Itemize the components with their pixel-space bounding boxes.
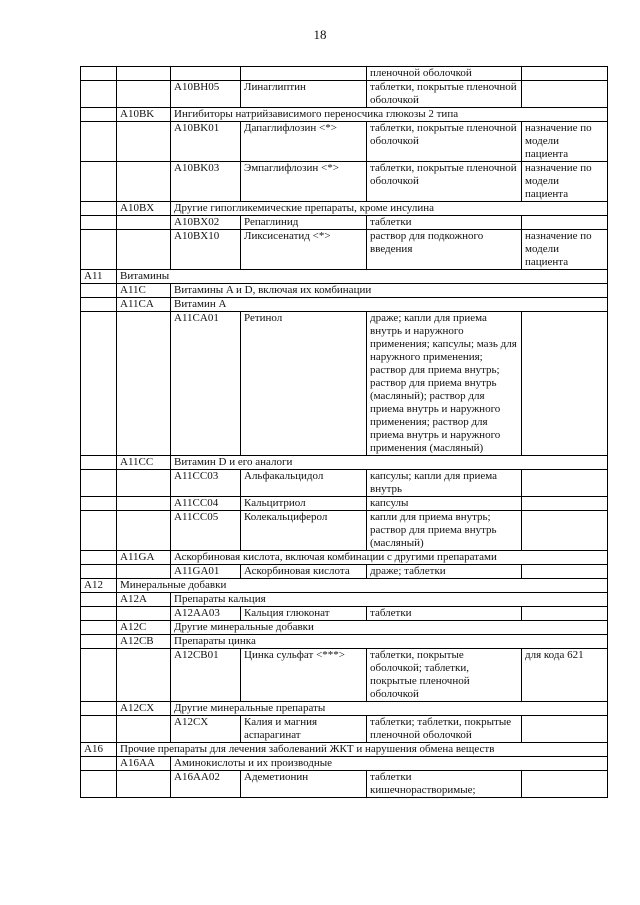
- table-row: [81, 497, 608, 511]
- table-row: [81, 202, 608, 216]
- dosage-form-cell: таблетки, покрытые пленочной оболочкой: [367, 162, 522, 202]
- table-row: [81, 702, 608, 716]
- empty-cell: [117, 511, 171, 551]
- empty-cell: [81, 312, 117, 456]
- note-cell: [522, 470, 608, 497]
- empty-cell: [81, 593, 117, 607]
- empty-cell: [81, 108, 117, 122]
- empty-cell: [117, 67, 171, 81]
- table-row: [81, 511, 608, 551]
- empty-cell: [81, 716, 117, 743]
- drug-table: [80, 66, 608, 798]
- empty-cell: [81, 649, 117, 702]
- table-row: [81, 621, 608, 635]
- empty-cell: [241, 67, 367, 81]
- table-row: [81, 456, 608, 470]
- dosage-form-cell: таблетки кишечнорастворимые;: [367, 771, 522, 798]
- subgroup-title-cell: Другие минеральные добавки: [171, 621, 608, 635]
- subgroup-code-cell: A12C: [117, 621, 171, 635]
- note-cell: [522, 81, 608, 108]
- empty-cell: [81, 511, 117, 551]
- dosage-form-cell: таблетки, покрытые пленочной оболочкой: [367, 81, 522, 108]
- dosage-form-cell: драже; таблетки: [367, 565, 522, 579]
- table-row: [81, 284, 608, 298]
- drug-code-cell: A11GA01: [171, 565, 241, 579]
- subgroup-code-cell: A12A: [117, 593, 171, 607]
- subgroup-code-cell: A11C: [117, 284, 171, 298]
- page-number: 18: [313, 27, 327, 42]
- drug-name-cell: Аскорбиновая кислота: [241, 565, 367, 579]
- empty-cell: [81, 122, 117, 162]
- note-cell: [522, 565, 608, 579]
- drug-code-cell: A11CC04: [171, 497, 241, 511]
- table-row: [81, 67, 608, 81]
- table-row: [81, 270, 608, 284]
- empty-cell: [81, 621, 117, 635]
- subgroup-title-cell: Аскорбиновая кислота, включая комбинации с другими препаратами: [171, 551, 608, 565]
- empty-cell: [81, 81, 117, 108]
- table-row: [81, 551, 608, 565]
- subgroup-title-cell: Витамин A: [171, 298, 608, 312]
- empty-cell: [81, 202, 117, 216]
- dosage-form-cell: таблетки: [367, 607, 522, 621]
- note-cell: [522, 67, 608, 81]
- drug-code-cell: A12CB01: [171, 649, 241, 702]
- drug-name-cell: Кальция глюконат: [241, 607, 367, 621]
- empty-cell: [81, 470, 117, 497]
- empty-cell: [117, 649, 171, 702]
- note-cell: [522, 511, 608, 551]
- dosage-form-cell: пленочной оболочкой: [367, 67, 522, 81]
- table-row: [81, 312, 608, 456]
- note-cell: назначение по модели пациента: [522, 122, 608, 162]
- empty-cell: [117, 565, 171, 579]
- drug-name-cell: Калия и магния аспарагинат: [241, 716, 367, 743]
- group-title-cell: Минеральные добавки: [117, 579, 608, 593]
- empty-cell: [117, 470, 171, 497]
- empty-cell: [81, 551, 117, 565]
- empty-cell: [117, 230, 171, 270]
- drug-code-cell: A11CC05: [171, 511, 241, 551]
- note-cell: [522, 497, 608, 511]
- drug-code-cell: A10BK03: [171, 162, 241, 202]
- table-row: [81, 122, 608, 162]
- empty-cell: [117, 497, 171, 511]
- empty-cell: [81, 456, 117, 470]
- table-row: [81, 716, 608, 743]
- drug-code-cell: A16AA02: [171, 771, 241, 798]
- table-row: [81, 565, 608, 579]
- table-row: [81, 216, 608, 230]
- empty-cell: [81, 565, 117, 579]
- subgroup-title-cell: Аминокислоты и их производные: [171, 757, 608, 771]
- drug-name-cell: Линаглиптин: [241, 81, 367, 108]
- empty-cell: [81, 216, 117, 230]
- empty-cell: [81, 67, 117, 81]
- drug-code-cell: A10BH05: [171, 81, 241, 108]
- drug-code-cell: A10BX02: [171, 216, 241, 230]
- empty-cell: [81, 230, 117, 270]
- empty-cell: [171, 67, 241, 81]
- table-row: [81, 108, 608, 122]
- table-row: [81, 162, 608, 202]
- table-row: [81, 771, 608, 798]
- note-cell: [522, 312, 608, 456]
- empty-cell: [81, 162, 117, 202]
- table-row: [81, 635, 608, 649]
- subgroup-code-cell: A16AA: [117, 757, 171, 771]
- drug-name-cell: Ликсисенатид <*>: [241, 230, 367, 270]
- drug-name-cell: Эмпаглифлозин <*>: [241, 162, 367, 202]
- subgroup-title-cell: Препараты кальция: [171, 593, 608, 607]
- table-row: [81, 81, 608, 108]
- note-cell: назначение по модели пациента: [522, 162, 608, 202]
- dosage-form-cell: таблетки, покрытые оболочкой; таблетки, покрытые пленочной оболочкой: [367, 649, 522, 702]
- dosage-form-cell: капсулы: [367, 497, 522, 511]
- note-cell: [522, 607, 608, 621]
- table-row: [81, 470, 608, 497]
- dosage-form-cell: раствор для подкожного введения: [367, 230, 522, 270]
- dosage-form-cell: таблетки; таблетки, покрытые пленочной оболочкой: [367, 716, 522, 743]
- table-row: [81, 593, 608, 607]
- dosage-form-cell: драже; капли для приема внутрь и наружного применения; капсулы; мазь для наружного применения; раствор для приема внутрь; раствор для приема внутрь (масляный); раствор для приема внутрь и наружного применения; раствор для приема внутрь и наружного применения (масляный): [367, 312, 522, 456]
- group-code-cell: A16: [81, 743, 117, 757]
- empty-cell: [81, 702, 117, 716]
- dosage-form-cell: капсулы; капли для приема внутрь: [367, 470, 522, 497]
- note-cell: [522, 216, 608, 230]
- drug-name-cell: Дапаглифлозин <*>: [241, 122, 367, 162]
- drug-code-cell: A11CA01: [171, 312, 241, 456]
- drug-code-cell: A10BX10: [171, 230, 241, 270]
- empty-cell: [117, 81, 171, 108]
- subgroup-code-cell: A12CX: [117, 702, 171, 716]
- table-row: [81, 743, 608, 757]
- drug-name-cell: Кальцитриол: [241, 497, 367, 511]
- empty-cell: [117, 216, 171, 230]
- dosage-form-cell: капли для приема внутрь; раствор для приема внутрь (масляный): [367, 511, 522, 551]
- table-row: [81, 607, 608, 621]
- empty-cell: [117, 122, 171, 162]
- drug-name-cell: Ретинол: [241, 312, 367, 456]
- subgroup-title-cell: Витамины A и D, включая их комбинации: [171, 284, 608, 298]
- note-cell: [522, 716, 608, 743]
- subgroup-code-cell: A11GA: [117, 551, 171, 565]
- drug-code-cell: A10BK01: [171, 122, 241, 162]
- drug-name-cell: Колекальциферол: [241, 511, 367, 551]
- group-title-cell: Витамины: [117, 270, 608, 284]
- table-row: [81, 230, 608, 270]
- drug-code-cell: A12CX: [171, 716, 241, 743]
- empty-cell: [81, 607, 117, 621]
- group-code-cell: A12: [81, 579, 117, 593]
- subgroup-title-cell: Ингибиторы натрийзависимого переносчика глюкозы 2 типа: [171, 108, 608, 122]
- subgroup-code-cell: A11CA: [117, 298, 171, 312]
- table-row: [81, 298, 608, 312]
- drug-name-cell: Цинка сульфат <***>: [241, 649, 367, 702]
- dosage-form-cell: таблетки: [367, 216, 522, 230]
- table-row: [81, 579, 608, 593]
- empty-cell: [81, 298, 117, 312]
- table-row: [81, 757, 608, 771]
- subgroup-title-cell: Витамин D и его аналоги: [171, 456, 608, 470]
- note-cell: [522, 771, 608, 798]
- subgroup-code-cell: A10BK: [117, 108, 171, 122]
- empty-cell: [81, 284, 117, 298]
- subgroup-code-cell: A11CC: [117, 456, 171, 470]
- dosage-form-cell: таблетки, покрытые пленочной оболочкой: [367, 122, 522, 162]
- empty-cell: [117, 716, 171, 743]
- empty-cell: [81, 757, 117, 771]
- empty-cell: [81, 771, 117, 798]
- subgroup-code-cell: A12CB: [117, 635, 171, 649]
- drug-name-cell: Альфакальцидол: [241, 470, 367, 497]
- note-cell: для кода 621: [522, 649, 608, 702]
- drug-code-cell: A12AA03: [171, 607, 241, 621]
- empty-cell: [117, 607, 171, 621]
- subgroup-title-cell: Другие минеральные препараты: [171, 702, 608, 716]
- drug-name-cell: Адеметионин: [241, 771, 367, 798]
- drug-code-cell: A11CC03: [171, 470, 241, 497]
- table-row: [81, 649, 608, 702]
- subgroup-title-cell: Препараты цинка: [171, 635, 608, 649]
- empty-cell: [81, 635, 117, 649]
- empty-cell: [117, 771, 171, 798]
- subgroup-code-cell: A10BX: [117, 202, 171, 216]
- empty-cell: [117, 312, 171, 456]
- note-cell: назначение по модели пациента: [522, 230, 608, 270]
- empty-cell: [117, 162, 171, 202]
- empty-cell: [81, 497, 117, 511]
- group-code-cell: A11: [81, 270, 117, 284]
- group-title-cell: Прочие препараты для лечения заболеваний ЖКТ и нарушения обмена веществ: [117, 743, 608, 757]
- drug-name-cell: Репаглинид: [241, 216, 367, 230]
- subgroup-title-cell: Другие гипогликемические препараты, кроме инсулина: [171, 202, 608, 216]
